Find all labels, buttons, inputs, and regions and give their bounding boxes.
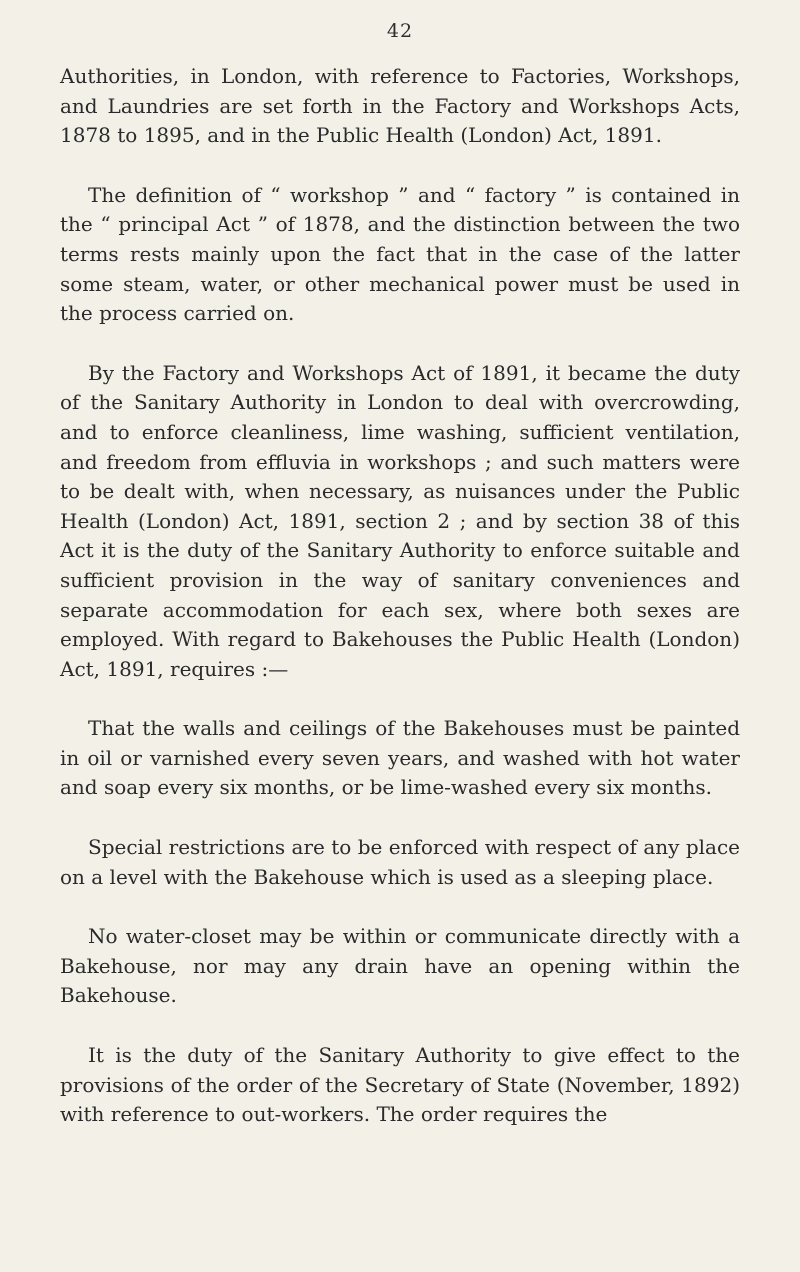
paragraph-sleeping-place-restrictions: Special restrictions are to be enforced with respect of any place on a level with the Bakehouse which is used as a sleeping place. [60, 835, 740, 889]
paragraph-out-workers-order: It is the duty of the Sanitary Authority to give effect to the provisions of the order of the Secretary of State (November, 1892) with reference to out-workers. The order requires the [60, 1043, 740, 1127]
paragraph-factory-act-duty: By the Factory and Workshops Act of 1891, it became the duty of the Sanitary Authority in London to deal with overcrowding, and to enforce cleanliness, lime washing, sufficient ventilation, and freedom from effluvia in workshops ; and such matters were to be dealt with, when necessary, as nuisances under the Public Health (London) Act, 1891, section 2 ; and by section 38 of this Act it is the duty of the Sanitary Authority to enforce suitable and sufficient provision in the way of sanitary conveniences and separate accommodation for each sex, where both sexes are employed. With regard to Bakehouses the Public Health (London) Act, 1891, requires :— [60, 360, 740, 681]
page-content [60, 62, 740, 1130]
paragraph-bakehouse-walls: That the walls and ceilings of the Bakehouses must be painted in oil or varnished every seven years, and washed with hot water and soap every six months, or be lime-washed every six months. [60, 716, 740, 800]
paragraph-authorities: Authorities, in London, with reference to Factories, Workshops, and Laundries are set forth in the Factory and Workshops Acts, 1878 to 1895, and in the Public Health (London) Act, 1891. [60, 64, 740, 148]
page-number: 42 [386, 20, 414, 42]
paragraph-definitions: The definition of “ workshop ” and “ factory ” is contained in the “ principal Act ” of 1878, and the distinction between the two terms rests mainly upon the fact that in the case of the latter some steam, water, or other mechanical power must be used in the process carried on. [60, 182, 740, 326]
paragraph-water-closet-drains: No water-closet may be within or communicate directly with a Bakehouse, nor may any drain have an opening within the Bakehouse. [60, 924, 740, 1008]
